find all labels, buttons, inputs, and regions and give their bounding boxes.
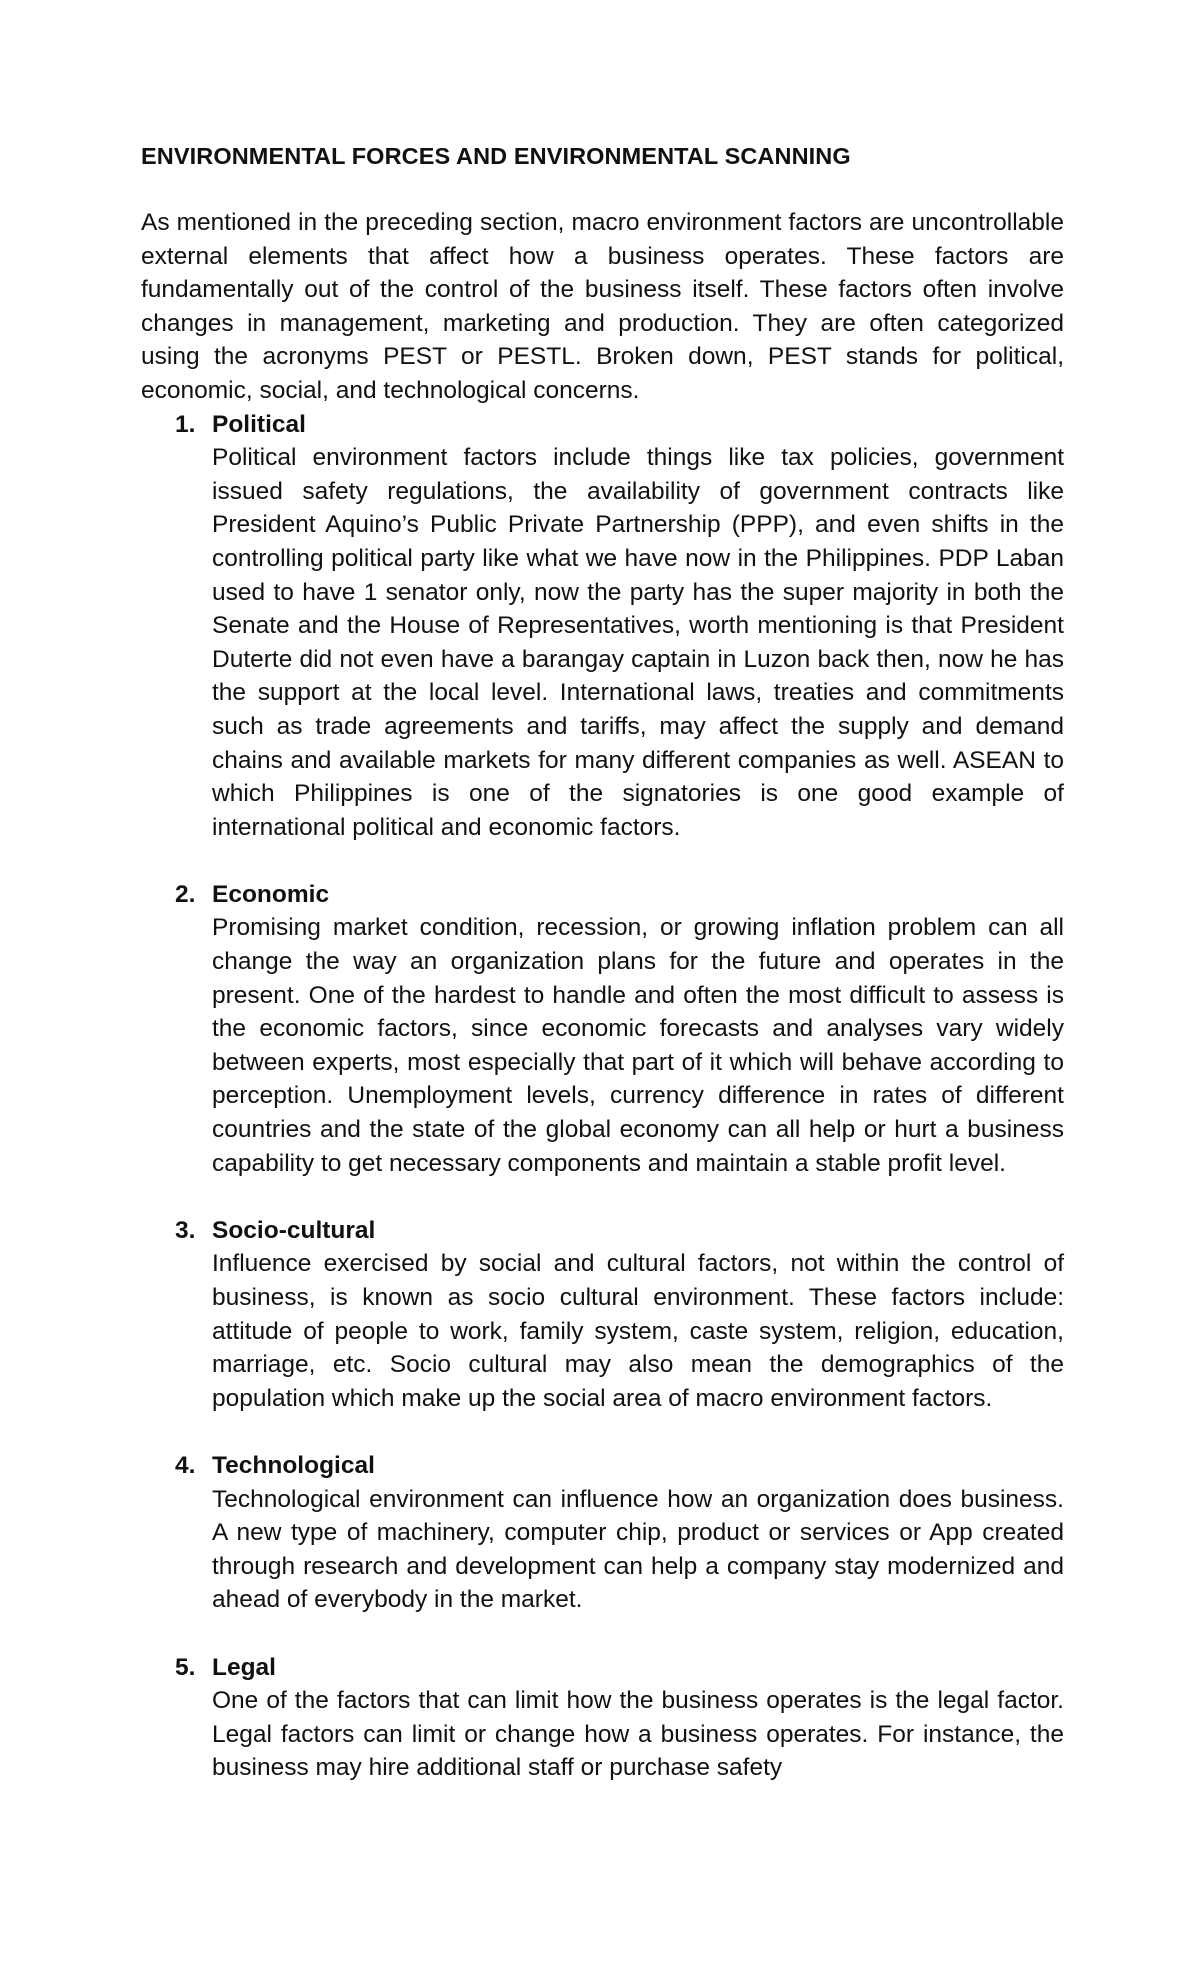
list-item-political — [141, 408, 1064, 845]
section-body-legal: One of the factors that can limit how the business operates is the legal factor. Legal factors can limit or change how a business operates. For instance, the business may hire additional staff or purchase safety — [212, 1687, 1064, 1782]
list-number: 2. — [175, 880, 196, 908]
list-item-socio-cultural — [141, 1214, 1064, 1416]
section-heading-legal: Legal — [212, 1653, 276, 1681]
section-heading-technological: Technological — [212, 1451, 375, 1479]
list-item-legal — [141, 1651, 1064, 1785]
section-heading-political: Political — [212, 410, 306, 438]
factor-list — [141, 408, 1064, 1785]
section-heading-economic: Economic — [212, 880, 330, 908]
list-number: 5. — [175, 1653, 196, 1681]
list-item-technological — [141, 1449, 1064, 1617]
list-number: 1. — [175, 410, 196, 438]
intro-paragraph: As mentioned in the preceding section, macro environment factors are uncontrollable external elements that affect how a business operates. These factors are fundamentally out of the control of the business itself. These factors often involve changes in management, marketing and production. They are often categorized using the acronyms PEST or PESTL. Broken down, PEST stands for political, economic, social, and technological concerns. — [141, 209, 1064, 404]
document-page — [141, 139, 1064, 1785]
section-heading-socio-cultural: Socio-cultural — [212, 1216, 376, 1244]
list-number: 3. — [175, 1216, 196, 1244]
section-body-economic: Promising market condition, recession, or growing inflation problem can all change the way an organization plans for the future and operates in the present. One of the hardest to handle and often the most difficult to assess is the economic factors, since economic forecasts and analyses vary widely between experts, most especially that part of it which will behave according to perception. Unemployment levels, currency difference in rates of different countries and the state of the global economy can all help or hurt a business capability to get necessary components and maintain a stable profit level. — [212, 914, 1064, 1177]
section-body-political: Political environment factors include things like tax policies, government issued safety regulations, the availability of government contracts like President Aquino’s Public Private Partnership (PPP), and even shifts in the controlling political party like what we have now in the Philippines. PDP Laban used to have 1 senator only, now the party has the super majority in both the Senate and the House of Representatives, worth mentioning is that President Duterte did not even have a barangay captain in Luzon back then, now he has the support at the local level. International laws, treaties and commitments such as trade agreements and tariffs, may affect the supply and demand chains and available markets for many different companies as well. ASEAN to which Philippines is one of the signatories is one good example of international political and economic factors. — [212, 444, 1064, 841]
list-item-economic — [141, 878, 1064, 1180]
section-body-technological: Technological environment can influence how an organization does business. A new type of machinery, computer chip, product or services or App created through research and development can help a company stay modernized and ahead of everybody in the market. — [212, 1485, 1064, 1614]
document-title: ENVIRONMENTAL FORCES AND ENVIRONMENTAL SCANNING — [141, 143, 851, 169]
section-body-socio-cultural: Influence exercised by social and cultural factors, not within the control of business, is known as socio cultural environment. These factors include: attitude of people to work, family system, caste system, religion, education, marriage, etc. Socio cultural may also mean the demographics of the population which make up the social area of macro environment factors. — [212, 1250, 1064, 1412]
list-number: 4. — [175, 1451, 196, 1479]
